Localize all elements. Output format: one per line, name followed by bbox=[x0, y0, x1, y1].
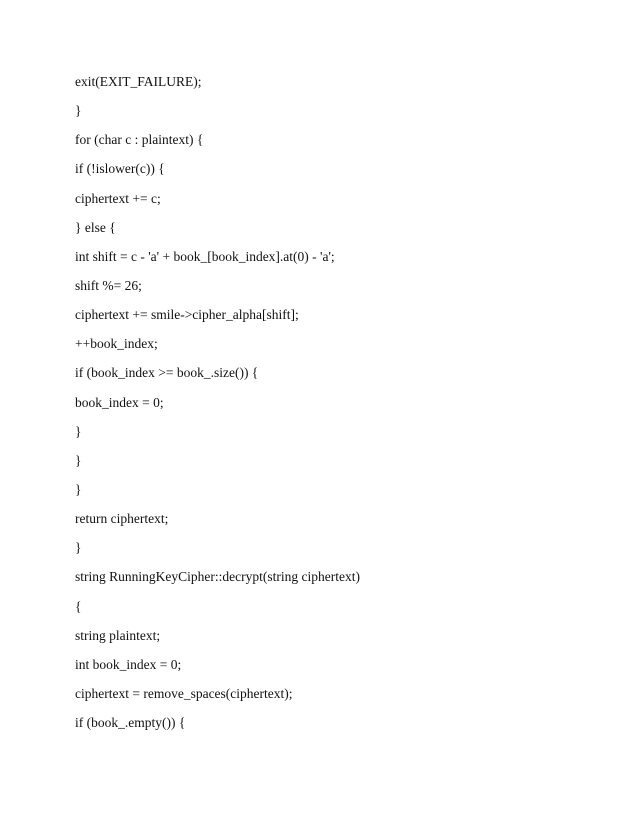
code-line: int shift = c - 'a' + book_[book_index].at(0) - 'a'; bbox=[75, 248, 335, 264]
code-line: for (char c : plaintext) { bbox=[75, 132, 204, 148]
code-line: int book_index = 0; bbox=[75, 656, 182, 672]
code-line: } bbox=[75, 423, 82, 439]
code-line: book_index = 0; bbox=[75, 394, 164, 410]
code-line: if (book_.empty()) { bbox=[75, 715, 186, 731]
code-line: } bbox=[75, 452, 82, 468]
code-line: { bbox=[75, 598, 82, 614]
code-line: return ciphertext; bbox=[75, 511, 169, 527]
code-line: if (!islower(c)) { bbox=[75, 161, 165, 177]
code-text-block bbox=[75, 72, 615, 742]
code-line: string plaintext; bbox=[75, 627, 161, 643]
code-line: } bbox=[75, 540, 82, 556]
code-line: ++book_index; bbox=[75, 336, 158, 352]
code-line: shift %= 26; bbox=[75, 277, 142, 293]
code-line: } bbox=[75, 103, 82, 119]
code-line: exit(EXIT_FAILURE); bbox=[75, 74, 202, 89]
code-line: } bbox=[75, 481, 82, 497]
code-line: } else { bbox=[75, 219, 116, 235]
code-line: ciphertext += c; bbox=[75, 190, 161, 206]
code-line: ciphertext = remove_spaces(ciphertext); bbox=[75, 685, 293, 701]
code-line: string RunningKeyCipher::decrypt(string ciphertext) bbox=[75, 569, 360, 585]
code-line: ciphertext += smile->cipher_alpha[shift]; bbox=[75, 307, 299, 323]
code-line: if (book_index >= book_.size()) { bbox=[75, 365, 259, 381]
